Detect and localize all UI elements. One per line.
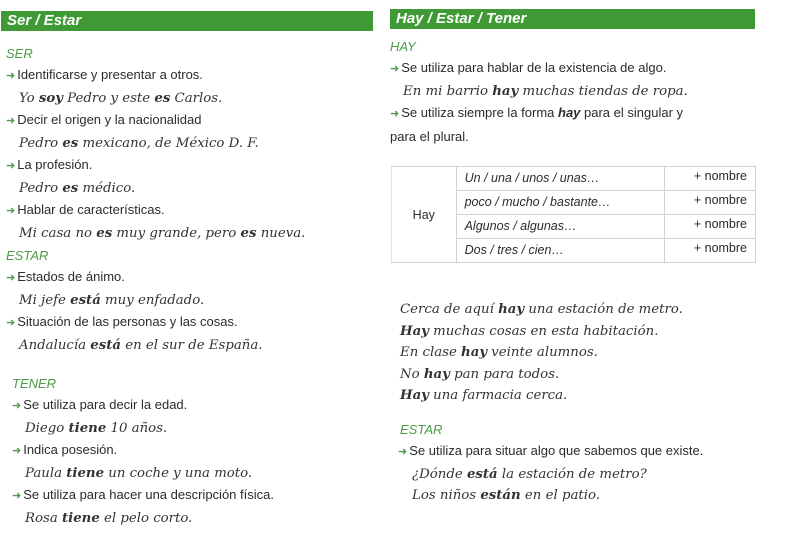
text-run: Carlos. xyxy=(170,90,223,106)
hay-estar-tener-panel xyxy=(383,0,799,541)
hay-example-sentence xyxy=(400,385,683,407)
hay-rule-2 xyxy=(390,102,688,126)
estar-right-section xyxy=(400,420,703,507)
text-run: Diego xyxy=(25,420,69,436)
text-run: Paula xyxy=(25,465,67,481)
text-run: en el patio. xyxy=(520,488,600,503)
bold-verb: está xyxy=(70,292,101,308)
ser-estar-panel xyxy=(0,0,378,541)
arrow-right-icon: ➜ xyxy=(398,446,408,458)
hay-table xyxy=(391,166,756,263)
estar-section xyxy=(6,246,263,356)
text-run: muy grande, pero xyxy=(112,225,241,241)
estar-right-examples xyxy=(400,464,703,507)
quantifier-cell: Un / una / unos / unas… xyxy=(456,167,664,191)
bold-verb: es xyxy=(96,225,113,241)
text-run: Los niños xyxy=(412,488,481,503)
arrow-right-icon: ➜ xyxy=(12,400,22,412)
text-run: En mi barrio xyxy=(403,83,493,99)
text-run: el pelo corto. xyxy=(99,510,193,526)
example-sentence xyxy=(12,463,274,485)
text-run: la estación de metro? xyxy=(497,466,647,482)
noun-cell: + nombre xyxy=(664,215,755,239)
rule-line xyxy=(12,439,274,463)
bold-verb: Hay xyxy=(400,388,429,403)
estar-example-sentence xyxy=(400,464,703,486)
text-run: un coche y una moto. xyxy=(104,465,253,481)
text-run: ¿Dónde xyxy=(412,466,467,482)
arrow-right-icon: ➜ xyxy=(6,70,16,82)
tener-list xyxy=(12,394,274,529)
text-run: Pedro y este xyxy=(62,90,155,106)
example-sentence xyxy=(6,133,305,155)
hay-examples xyxy=(400,299,683,407)
bold-verb: hay xyxy=(461,345,488,360)
text-run: médico. xyxy=(78,180,136,196)
hay-example-1 xyxy=(390,81,688,103)
estar-list xyxy=(6,266,263,356)
text-run: 10 años. xyxy=(106,420,168,436)
noun-cell: + nombre xyxy=(664,239,755,263)
arrow-right-icon: ➜ xyxy=(6,205,16,217)
text-run: Rosa xyxy=(25,510,62,526)
rule-line xyxy=(6,311,263,335)
hay-label-cell: Hay xyxy=(392,167,457,263)
arrow-right-icon: ➜ xyxy=(12,445,22,457)
rule-line xyxy=(6,266,263,290)
example-sentence xyxy=(6,335,263,357)
text-run: nueva. xyxy=(256,225,306,241)
arrow-right-icon: ➜ xyxy=(390,63,400,75)
text-run: muchas tiendas de ropa. xyxy=(518,83,688,99)
hay-rule-1: ➜ Se utiliza para hablar de la existencia de algo. xyxy=(390,60,667,75)
bold-verb: es xyxy=(62,180,79,196)
bold-verb: Hay xyxy=(400,323,429,339)
bold-verb: es xyxy=(62,135,79,151)
estar-right-rule: ➜ Se utiliza para situar algo que sabemos que existe. xyxy=(398,443,704,458)
quantifier-cell: Algunos / algunas… xyxy=(456,215,664,239)
rule-line xyxy=(6,199,305,223)
table-row xyxy=(392,167,756,191)
example-sentence xyxy=(6,88,305,110)
arrow-right-icon: ➜ xyxy=(12,490,22,502)
tener-section xyxy=(12,374,274,529)
bold-verb: tiene xyxy=(66,465,105,481)
text-run: No xyxy=(400,366,424,382)
bold-verb: hay xyxy=(498,302,525,317)
hay-example-sentence xyxy=(400,364,683,386)
example-sentence xyxy=(6,223,305,245)
text-run: Mi jefe xyxy=(19,292,71,308)
arrow-right-icon: ➜ xyxy=(390,108,400,120)
hay-example-sentence xyxy=(400,321,683,343)
text-run: Mi casa no xyxy=(19,225,97,241)
tener-heading: TENER xyxy=(12,376,57,391)
text-run: muy enfadado. xyxy=(100,292,205,308)
estar-example-sentence xyxy=(400,485,703,507)
text-run: pan para todos. xyxy=(449,366,560,382)
rule-text: Se utiliza para hacer una descripción física. xyxy=(23,487,274,502)
example-sentence xyxy=(12,418,274,440)
bold-verb: están xyxy=(480,488,521,503)
rule-text: Situación de las personas y las cosas. xyxy=(17,314,238,329)
text-run: Yo xyxy=(19,90,39,106)
rule-line xyxy=(12,484,274,508)
arrow-right-icon: ➜ xyxy=(6,160,16,172)
bold-verb: hay xyxy=(558,105,581,120)
rule-line xyxy=(6,64,305,88)
text-run: Se utiliza siempre la forma xyxy=(401,105,558,120)
hay-example-sentence xyxy=(400,299,683,321)
rule-text: Decir el origen y la nacionalidad xyxy=(17,112,202,127)
arrow-right-icon: ➜ xyxy=(6,115,16,127)
bold-verb: es xyxy=(240,225,257,241)
arrow-right-icon: ➜ xyxy=(6,317,16,329)
text-run: veinte alumnos. xyxy=(487,345,598,360)
estar-right-heading: ESTAR xyxy=(400,422,443,437)
hay-example-sentence xyxy=(400,342,683,364)
text-run: para el singular y xyxy=(580,105,684,120)
bold-verb: soy xyxy=(38,90,63,106)
ser-list xyxy=(6,64,305,244)
bold-verb: está xyxy=(90,337,121,353)
bold-verb: es xyxy=(154,90,171,106)
text-run: muchas cosas en esta habitación. xyxy=(428,323,659,339)
bold-verb: hay xyxy=(492,83,519,99)
rule-line xyxy=(6,154,305,178)
hay-rule-2-cont: para el plural. xyxy=(390,128,469,144)
text-run: Andalucía xyxy=(19,337,91,353)
ser-heading: SER xyxy=(6,46,33,61)
example-sentence xyxy=(6,290,263,312)
text-run: mexicano, de México D. F. xyxy=(78,135,259,151)
rule-text: Se utiliza para decir la edad. xyxy=(23,397,188,412)
bold-verb: tiene xyxy=(62,510,100,526)
rule-text: Indica posesión. xyxy=(23,442,118,457)
text-run: Pedro xyxy=(19,135,63,151)
rule-text: Estados de ánimo. xyxy=(17,269,125,284)
estar-heading: ESTAR xyxy=(6,248,49,263)
bold-verb: hay xyxy=(423,366,450,382)
quantifier-cell: poco / mucho / bastante… xyxy=(456,191,664,215)
text-run: en el sur de España. xyxy=(121,337,263,353)
text-run: Pedro xyxy=(19,180,63,196)
text-run: En clase xyxy=(400,345,462,360)
arrow-right-icon: ➜ xyxy=(6,272,16,284)
hay-section xyxy=(390,37,688,147)
text-run: Cerca de aquí xyxy=(400,302,499,317)
noun-cell: + nombre xyxy=(664,167,755,191)
text-run: una estación de metro. xyxy=(524,302,683,317)
text-run: una farmacia cerca. xyxy=(428,388,568,403)
bold-verb: tiene xyxy=(68,420,107,436)
rule-line xyxy=(12,394,274,418)
hay-heading: HAY xyxy=(390,39,416,54)
example-sentence xyxy=(12,508,274,530)
rule-text: Hablar de características. xyxy=(17,202,165,217)
ser-estar-banner: Ser / Estar xyxy=(1,11,373,31)
quantifier-cell: Dos / tres / cien… xyxy=(456,239,664,263)
bold-verb: está xyxy=(466,466,498,482)
rule-text: Identificarse y presentar a otros. xyxy=(17,67,203,82)
rule-text: La profesión. xyxy=(17,157,93,172)
example-sentence xyxy=(6,178,305,200)
ser-section xyxy=(6,44,305,244)
hay-estar-tener-banner: Hay / Estar / Tener xyxy=(390,9,755,29)
rule-line xyxy=(6,109,305,133)
noun-cell: + nombre xyxy=(664,191,755,215)
